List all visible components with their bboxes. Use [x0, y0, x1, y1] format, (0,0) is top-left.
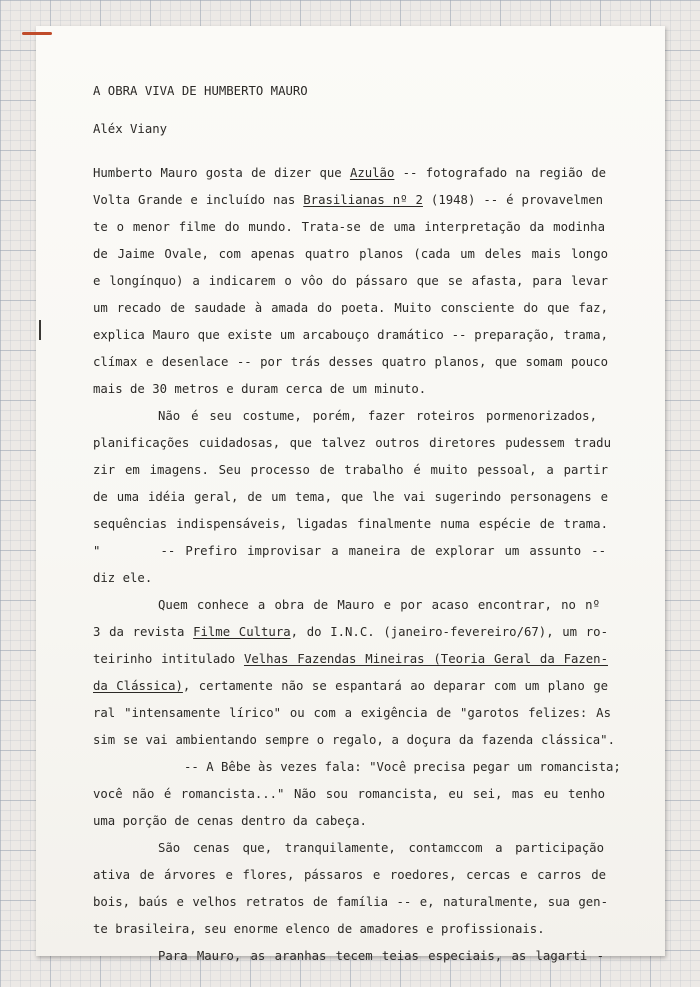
text-line: ativa de árvores e flores, pássaros e roedores, cercas e carros de [93, 868, 606, 882]
text-line: planificações cuidadosas, que talvez outros diretores pudessem tradu [93, 436, 611, 450]
text-line: zir em imagens. Seu processo de trabalho é muito pessoal, a partir [93, 463, 608, 477]
text-line: explica Mauro que existe um arcabouço dramático -- preparação, trama, [93, 328, 608, 342]
text-line: 3 da revista Filme Cultura, do I.N.C. (janeiro-fevereiro/67), um ro- [93, 625, 608, 639]
text-line: " -- Prefiro improvisar a maneira de explorar um assunto -- [93, 544, 606, 558]
text-line: de Jaime Ovale, com apenas quatro planos (cada um deles mais longo [93, 247, 608, 261]
paper-clip-mark [22, 32, 52, 35]
underlined-title: Filme Cultura [193, 625, 291, 639]
text-line: mais de 30 metros e duram cerca de um minuto. [93, 382, 427, 396]
text-line: da Clássica), certamente não se espantará ao deparar com um plano ge [93, 679, 609, 693]
text-line: Para Mauro, as aranhas tecem teias especiais, as lagarti - [158, 949, 604, 963]
margin-pencil-mark [39, 320, 41, 340]
underlined-title: da Clássica) [93, 679, 183, 693]
text-line: Volta Grande e incluído nas Brasilianas nº 2 (1948) -- é provavelmen [93, 193, 603, 207]
text-line: sim se vai ambientando sempre o regalo, a doçura da fazenda clássica". [93, 733, 615, 747]
text-line: e longínquo) a indicarem o vôo do pássaro que se afasta, para levar [93, 274, 608, 288]
text-line: diz ele. [93, 571, 153, 585]
text-line: uma porção de cenas dentro da cabeça. [93, 814, 367, 828]
document-title: A OBRA VIVA DE HUMBERTO MAURO [93, 84, 308, 98]
text-line: te brasileira, seu enorme elenco de amadores e profissionais. [93, 922, 545, 936]
text-line: de uma idéia geral, de um tema, que lhe vai sugerindo personagens e [93, 490, 608, 504]
text-line: Não é seu costume, porém, fazer roteiros pormenorizados, [158, 409, 597, 423]
underlined-title: Velhas Fazendas Mineiras (Teoria Geral da Fazen- [243, 652, 608, 666]
text-line: um recado de saudade à amada do poeta. Muito consciente do que faz, [93, 301, 608, 315]
text-line: -- A Bêbe às vezes fala: "Você precisa pegar um romancista; [184, 760, 621, 774]
author-name: Aléx Viany [93, 122, 168, 136]
text-line: bois, baús e velhos retratos de família -- e, naturalmente, sua gen- [93, 895, 608, 909]
text-line: sequências indispensáveis, ligadas finalmente numa espécie de trama. [93, 517, 608, 531]
underlined-title: Azulão [349, 166, 395, 180]
text-line: clímax e desenlace -- por trás desses quatro planos, que somam pouco [93, 355, 608, 369]
text-line: Humberto Mauro gosta de dizer que Azulão -- fotografado na região de [93, 166, 606, 180]
text-line: teirinho intitulado Velhas Fazendas Mineiras (Teoria Geral da Fazen- [93, 652, 608, 666]
underlined-title: Brasilianas nº 2 [303, 193, 423, 207]
text-line: São cenas que, tranquilamente, contamccom a participação [158, 841, 604, 855]
text-line: te o menor filme do mundo. Trata-se de uma interpretação da modinha [93, 220, 605, 234]
text-line: Quem conhece a obra de Mauro e por acaso encontrar, no nº [158, 598, 600, 612]
text-line: você não é romancista..." Não sou romancista, eu sei, mas eu tenho [93, 787, 605, 801]
text-line: ral "intensamente lírico" ou com a exigência de "garotos felizes: As [93, 706, 611, 720]
